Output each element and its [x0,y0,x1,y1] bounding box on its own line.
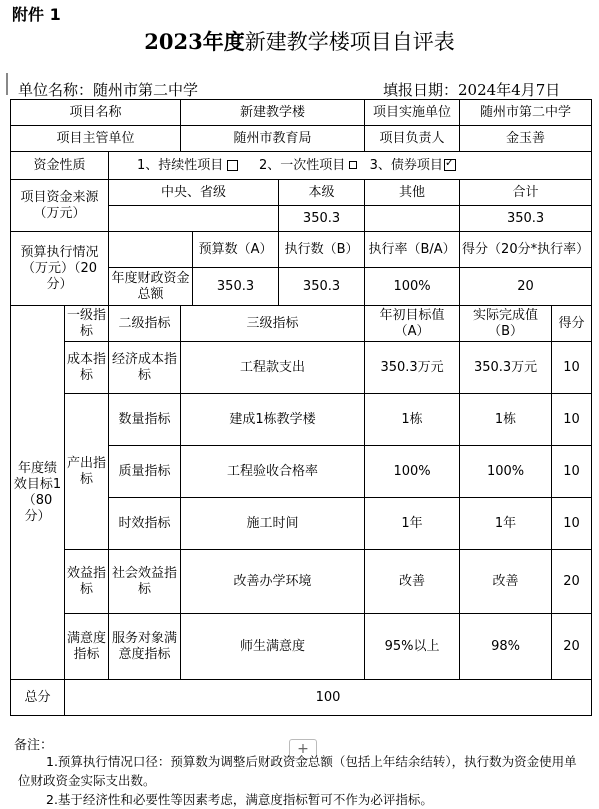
impl-unit-value: 随州市第二中学 [460,100,592,126]
perf-l2: 数量指标 [109,394,181,446]
perf-header-score: 得分 [552,306,592,342]
budget-header-rate: 执行率（B/A） [365,232,460,268]
perf-l3: 施工时间 [181,498,365,550]
cursor-bar [6,73,8,95]
checkbox-continuous[interactable] [227,160,238,171]
perf-score: 20 [552,614,592,680]
manager-unit-value: 随州市教育局 [181,126,365,152]
perf-actual: 改善 [460,550,552,614]
perf-header-target: 年初目标值（A） [365,306,460,342]
perf-header-l2: 二级指标 [109,306,181,342]
perf-actual: 350.3万元 [460,342,552,394]
fund-nature-options [109,152,592,180]
impl-unit-label: 项目实施单位 [365,100,460,126]
perf-l2: 经济成本指标 [109,342,181,394]
budget-header-executed: 执行数（B） [279,232,365,268]
budget-label: 预算执行情况（万元）（20分） [11,232,109,306]
table-row [11,614,592,680]
budget-rate-value: 100% [365,268,460,306]
table-row [11,550,592,614]
date-value: 2024年4月7日 [458,81,561,99]
perf-l3: 工程验收合格率 [181,446,365,498]
note-1: 1.预算执行情况口径：预算数为调整后财政资金总额（包括上年结余结转），执行数为资金使用单位财政资金实际支出数。 [18,754,577,788]
option-one-time: 2、一次性项目 [258,157,346,173]
budget-header-score: 得分（20分*执行率） [460,232,592,268]
fund-source-other: 其他 [365,180,460,206]
perf-actual: 100% [460,446,552,498]
budget-row-label: 年度财政资金总额 [109,268,193,306]
total-label: 总分 [11,680,65,716]
perf-actual: 98% [460,614,552,680]
add-button[interactable]: + [289,739,317,759]
perf-score: 10 [552,342,592,394]
performance-group-label: 年度绩效目标1（80分） [11,306,65,680]
perf-target: 1栋 [365,394,460,446]
fill-date-line [383,79,560,100]
fund-source-central-value [109,206,279,232]
option-continuous: 1、持续性项目 [137,157,224,173]
checkbox-one-time[interactable] [349,161,357,169]
fund-source-label: 项目资金来源（万元） [11,180,109,232]
perf-l1: 效益指标 [65,550,109,614]
perf-target: 改善 [365,550,460,614]
perf-score: 10 [552,394,592,446]
fund-source-header-row [11,180,592,206]
evaluation-table [10,99,592,716]
perf-l2: 时效指标 [109,498,181,550]
perf-l3: 师生满意度 [181,614,365,680]
project-name-value: 新建教学楼 [181,100,365,126]
table-row [11,394,592,446]
perf-actual: 1栋 [460,394,552,446]
fund-source-central: 中央、省级 [109,180,279,206]
info-row-2 [11,126,592,152]
budget-blank-header [109,232,193,268]
fund-nature-row [11,152,592,180]
title-text: 新建教学楼项目自评表 [244,30,455,54]
leader-value: 金玉善 [460,126,592,152]
page-title [0,26,599,56]
perf-target: 1年 [365,498,460,550]
perf-l1: 成本指标 [65,342,109,394]
total-row [11,680,592,716]
budget-header-row [11,232,592,268]
perf-score: 20 [552,550,592,614]
perf-target: 350.3万元 [365,342,460,394]
perf-l3: 工程款支出 [181,342,365,394]
perf-header-l1: 一级指标 [65,306,109,342]
budget-executed-value: 350.3 [279,268,365,306]
perf-l2: 质量指标 [109,446,181,498]
note-2: 2.基于经济性和必要性等因素考虑，满意度指标暂可不作为必评指标。 [46,792,433,807]
title-year: 2023年度 [144,29,245,54]
perf-score: 10 [552,446,592,498]
option-bond: 3、债券项目 [369,157,443,173]
unit-value: 随州市第二中学 [93,81,199,99]
table-row [11,342,592,394]
fund-source-local-value: 350.3 [279,206,365,232]
performance-header-row [11,306,592,342]
perf-l3: 建成1栋教学楼 [181,394,365,446]
perf-l3: 改善办学环境 [181,550,365,614]
fund-nature-label: 资金性质 [11,152,109,180]
perf-target: 95%以上 [365,614,460,680]
leader-label: 项目负责人 [365,126,460,152]
info-row-1 [11,100,592,126]
checkbox-bond-checked[interactable] [444,159,456,171]
perf-l2: 社会效益指标 [109,550,181,614]
fund-source-local: 本级 [279,180,365,206]
date-label: 填报日期： [383,81,459,99]
perf-l1: 产出指标 [65,394,109,550]
perf-header-l3: 三级指标 [181,306,365,342]
perf-header-actual: 实际完成值（B） [460,306,552,342]
fund-source-total: 合计 [460,180,592,206]
unit-name-line [18,79,198,100]
perf-actual: 1年 [460,498,552,550]
attachment-label: 附件 1 [12,5,61,24]
manager-unit-label: 项目主管单位 [11,126,181,152]
notes-heading: 备注： [14,738,54,753]
perf-target: 100% [365,446,460,498]
unit-label: 单位名称： [18,81,94,99]
perf-score: 10 [552,498,592,550]
project-name-label: 项目名称 [11,100,181,126]
budget-score-value: 20 [460,268,592,306]
perf-l2: 服务对象满意度指标 [109,614,181,680]
budget-planned-value: 350.3 [193,268,279,306]
perf-l1: 满意度指标 [65,614,109,680]
budget-header-planned: 预算数（A） [193,232,279,268]
fund-source-other-value [365,206,460,232]
fund-source-total-value: 350.3 [460,206,592,232]
total-value: 100 [65,680,592,716]
